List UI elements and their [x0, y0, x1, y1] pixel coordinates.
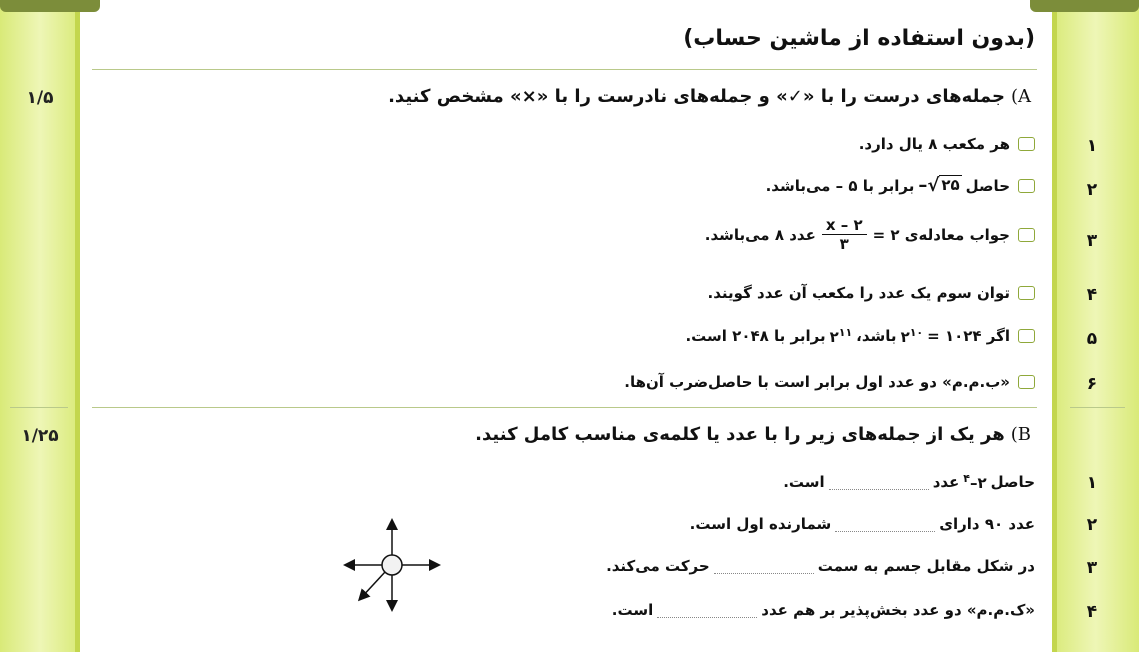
- sqrt-expression: ۲۵ √–: [918, 175, 960, 196]
- a-item-2-number: ۲: [1086, 180, 1098, 200]
- a-item-4-checkbox[interactable]: [1018, 286, 1035, 300]
- b-item-2-number: ۲: [1086, 515, 1098, 535]
- force-diagram: [340, 515, 445, 615]
- a-item-3-checkbox[interactable]: [1018, 228, 1035, 242]
- body-circle: [382, 555, 402, 575]
- b-item-2-blank[interactable]: [835, 517, 935, 532]
- section-b-score: ۱/۲۵: [21, 426, 59, 446]
- a-item-6: [624, 373, 1035, 391]
- b-item-3: [606, 557, 1035, 575]
- left-divider: [10, 407, 68, 408]
- b-item-3-post: حرکت می‌کند.: [606, 557, 710, 575]
- fraction-denominator: ۳: [839, 235, 849, 253]
- a-item-2: [766, 175, 1035, 196]
- page-title: (بدون استفاده از ماشین حساب): [683, 26, 1035, 51]
- b-item-4-blank[interactable]: [657, 603, 757, 618]
- b-item-4-pre: «ک.م.م» دو عدد بخش‌پذیر بر هم عدد: [761, 601, 1035, 619]
- b-item-4: [612, 601, 1035, 619]
- section-b-letter: B): [1010, 424, 1031, 445]
- section-a-letter: A): [1010, 86, 1031, 107]
- power-1-base: ۲: [900, 328, 910, 346]
- power-2-base: ۲: [829, 328, 839, 346]
- fraction-numerator: x – ۲: [822, 216, 867, 235]
- a-item-6-checkbox[interactable]: [1018, 375, 1035, 389]
- b-item-1-number: ۱: [1086, 473, 1098, 493]
- a-item-2-pre: حاصل: [965, 176, 1010, 195]
- radicand: ۲۵: [941, 176, 960, 194]
- b-item-1-post: است.: [783, 473, 825, 491]
- section-b-instruction: هر یک از جمله‌های زیر را با عدد یا کلمه‌ی مناسب کامل کنید.: [475, 424, 1005, 445]
- right-margin-bar: [1052, 0, 1139, 652]
- b-item-3-blank[interactable]: [714, 559, 814, 574]
- section-a-heading: [388, 86, 1031, 107]
- b-power-exponent: ۴: [963, 472, 971, 485]
- a-item-6-number: ۶: [1086, 374, 1098, 394]
- b-power-base: ۲–: [970, 474, 987, 492]
- a-item-1-number: ۱: [1086, 136, 1098, 156]
- a-item-4-text: توان سوم یک عدد را مکعب آن عدد گویند.: [707, 284, 1010, 302]
- a-item-6-text: «ب.م.م» دو عدد اول برابر است با حاصل‌ضرب آن‌ها.: [624, 373, 1010, 391]
- a-item-3-number: ۳: [1086, 231, 1098, 251]
- b-item-1: [783, 472, 1035, 492]
- a-item-5-p2: باشد،: [856, 327, 897, 345]
- a-item-1-checkbox[interactable]: [1018, 137, 1035, 151]
- a-item-4: [708, 284, 1035, 302]
- b-item-4-number: ۴: [1086, 602, 1098, 622]
- a-item-4-number: ۴: [1086, 285, 1098, 305]
- a-item-5-p3: برابر با ۲۰۴۸ است.: [685, 327, 826, 345]
- a-item-3-pre: جواب معادله‌ی ۲ =: [872, 225, 1010, 244]
- b-item-2-pre: عدد ۹۰ دارای: [939, 515, 1035, 533]
- a-item-1-text: هر مکعب ۸ یال دارد.: [858, 135, 1010, 153]
- a-item-2-checkbox[interactable]: [1018, 179, 1035, 193]
- b-item-1-mid: عدد: [932, 473, 960, 491]
- b-item-3-pre: در شکل مقابل جسم به سمت: [817, 557, 1035, 575]
- a-item-5-number: ۵: [1086, 329, 1098, 349]
- b-item-1-blank[interactable]: [829, 475, 929, 490]
- b-item-2: [690, 515, 1035, 533]
- a-item-5: [685, 326, 1035, 346]
- section-a-instruction: جمله‌های درست را با «✓» و جمله‌های نادرست را با «×» مشخص کنید.: [388, 86, 1005, 107]
- top-right-tab: [1030, 0, 1139, 12]
- a-item-3: [705, 216, 1035, 253]
- a-item-5-checkbox[interactable]: [1018, 329, 1035, 343]
- title-divider: [92, 69, 1037, 70]
- a-item-5-p1: اگر ۱۰۲۴ =: [927, 327, 1010, 345]
- right-divider: [1070, 407, 1125, 408]
- b-item-3-number: ۳: [1086, 558, 1098, 578]
- fraction: [822, 216, 867, 253]
- a-item-3-post: عدد ۸ می‌باشد.: [704, 225, 816, 244]
- power-2-exponent: ۱۱: [838, 326, 853, 339]
- section-divider: [92, 407, 1037, 408]
- power-1-exponent: ۱۰: [909, 326, 924, 339]
- b-item-4-post: است.: [611, 601, 654, 619]
- a-item-2-post: برابر با ۵ – می‌باشد.: [765, 176, 915, 195]
- top-left-tab: [0, 0, 100, 12]
- section-a-score: ۱/۵: [26, 88, 54, 108]
- arrow-diagonal: [360, 572, 385, 599]
- section-b-heading: [475, 424, 1031, 445]
- b-item-2-post: شمارنده اول است.: [689, 515, 832, 533]
- a-item-1: [859, 135, 1035, 153]
- b-item-1-pre: حاصل: [990, 473, 1035, 491]
